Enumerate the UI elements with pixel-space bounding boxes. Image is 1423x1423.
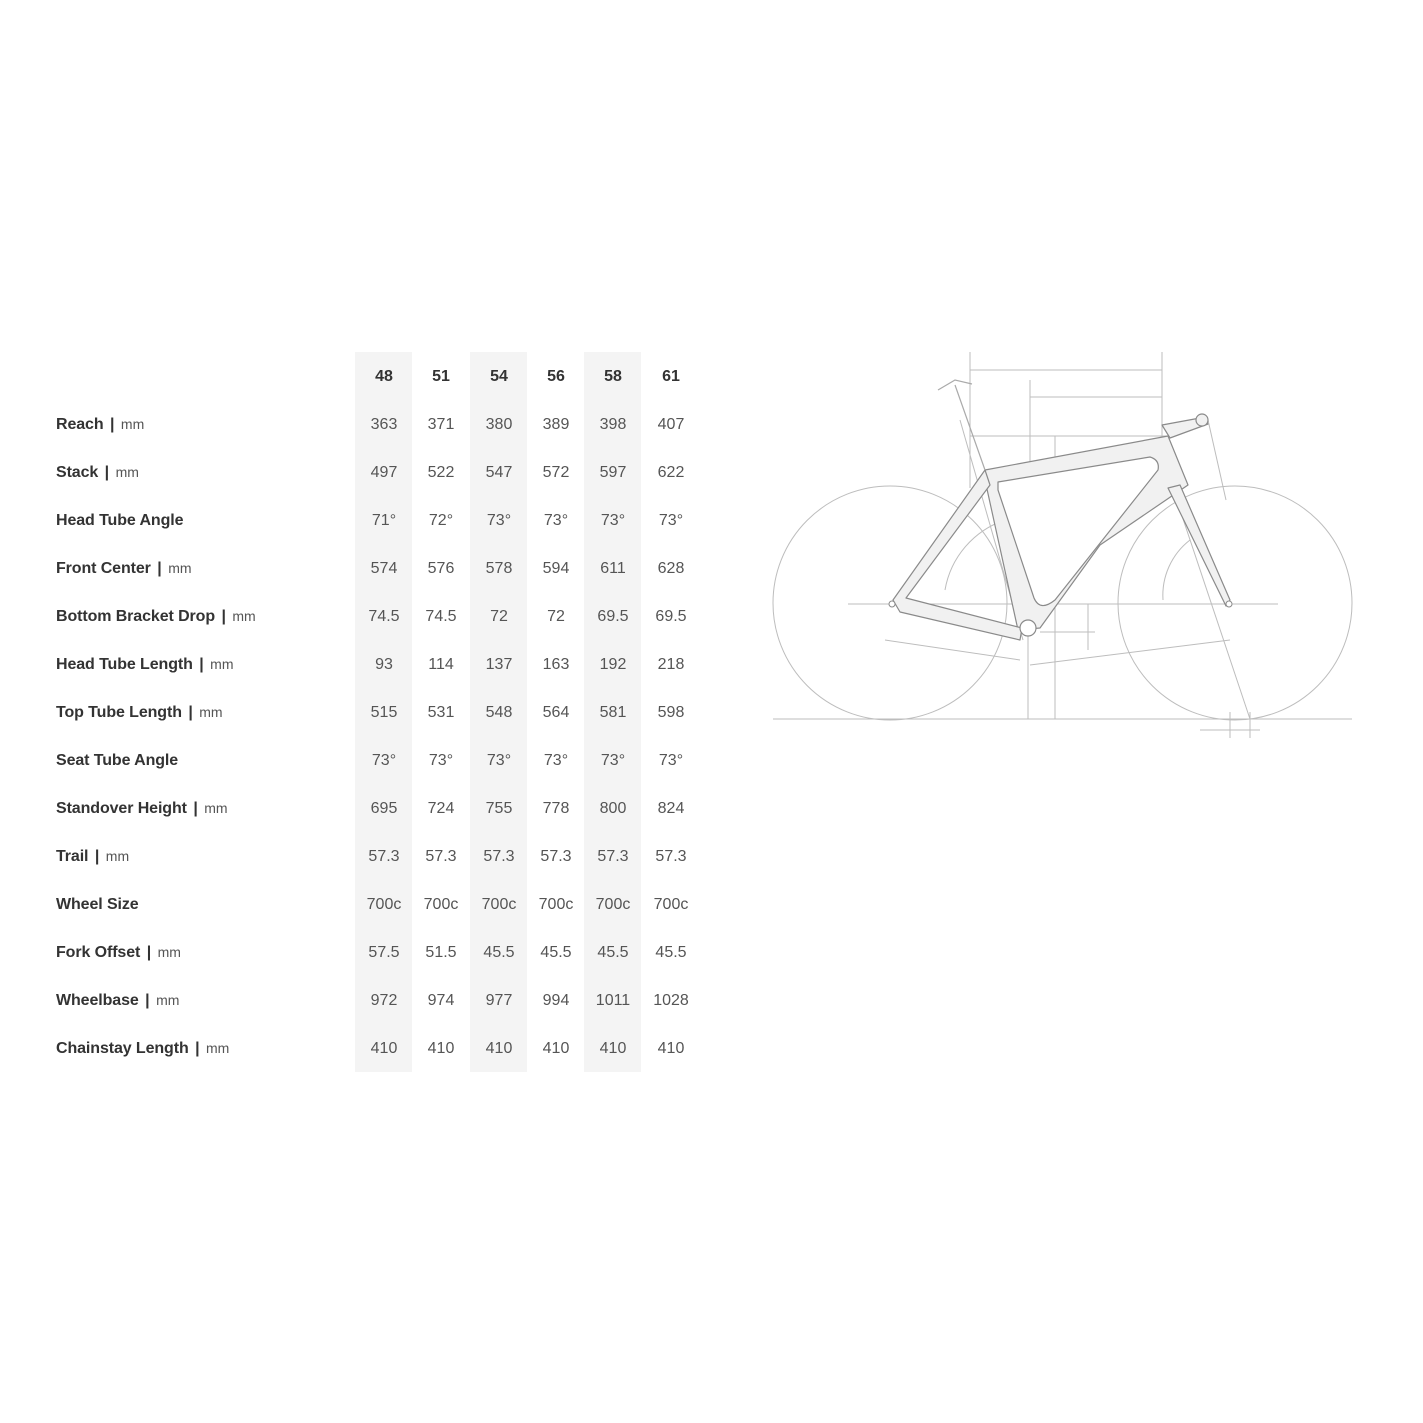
table-cell: 1028 <box>653 992 689 1009</box>
table-cell: 371 <box>427 416 455 433</box>
row-label-separator: | <box>190 1040 205 1057</box>
row-label-separator: | <box>194 656 209 673</box>
table-cell: 72 <box>490 608 508 625</box>
row-label-name: Chainstay Length <box>56 1040 189 1057</box>
row-label-unit: mm <box>199 704 223 720</box>
table-cell: 972 <box>370 992 398 1009</box>
table-cell: 45.5 <box>483 944 515 961</box>
table-cell: 163 <box>542 656 570 673</box>
head-angle-arc <box>1163 540 1190 600</box>
table-cell: 1011 <box>595 992 631 1009</box>
table-cell: 410 <box>370 1040 398 1057</box>
table-cell: 977 <box>485 992 513 1009</box>
table-cell: 611 <box>600 560 626 577</box>
table-cell: 74.5 <box>368 608 400 625</box>
rear-axle-icon <box>889 601 895 607</box>
row-label <box>56 416 144 434</box>
table-cell: 57.3 <box>425 848 457 865</box>
size-header: 61 <box>662 368 680 385</box>
size-header: 48 <box>375 368 393 385</box>
row-label-unit: mm <box>105 848 130 864</box>
row-label-name: Reach <box>56 416 104 433</box>
table-cell: 407 <box>657 416 685 433</box>
table-cell: 73° <box>543 752 569 769</box>
table-cell: 57.3 <box>483 848 515 865</box>
table-cell: 389 <box>542 416 570 433</box>
table-cell: 57.3 <box>540 848 572 865</box>
table-cell: 45.5 <box>540 944 572 961</box>
table-cell: 531 <box>427 704 455 721</box>
row-label <box>56 560 192 578</box>
row-label-unit: mm <box>232 608 256 624</box>
table-cell: 69.5 <box>655 608 687 625</box>
table-cell: 114 <box>428 656 454 673</box>
table-cell: 73° <box>600 512 626 529</box>
row-label <box>56 656 233 674</box>
table-cell: 71° <box>371 512 397 529</box>
table-cell: 72 <box>547 608 565 625</box>
size-header: 58 <box>604 368 622 385</box>
table-cell: 597 <box>599 464 627 481</box>
table-cell: 700c <box>595 896 631 913</box>
table-cell: 73° <box>486 512 512 529</box>
row-label-unit: mm <box>210 656 234 672</box>
table-cell: 410 <box>599 1040 627 1057</box>
table-cell: 380 <box>485 416 513 433</box>
front-wheel-icon <box>1118 486 1352 720</box>
row-label-name: Head Tube Length <box>56 656 193 673</box>
table-cell: 576 <box>427 560 455 577</box>
table-cell: 73° <box>428 752 454 769</box>
table-cell: 410 <box>657 1040 685 1057</box>
row-label-unit: mm <box>157 944 181 960</box>
row-label-name: Trail <box>56 848 89 865</box>
bicycle-geometry-diagram-icon <box>768 345 1358 765</box>
table-cell: 45.5 <box>597 944 629 961</box>
row-label-separator: | <box>188 800 203 817</box>
table-cell: 137 <box>485 656 513 673</box>
table-cell: 73° <box>658 752 684 769</box>
table-cell: 574 <box>370 560 398 577</box>
row-label-separator: | <box>105 416 119 433</box>
row-label <box>56 896 139 914</box>
table-cell: 548 <box>485 704 513 721</box>
table-cell: 547 <box>485 464 513 481</box>
row-label-name: Front Center <box>56 560 151 577</box>
table-cell: 57.5 <box>368 944 400 961</box>
table-cell: 695 <box>370 800 398 817</box>
table-cell: 73° <box>371 752 397 769</box>
table-cell: 700c <box>366 896 402 913</box>
table-cell: 724 <box>427 800 455 817</box>
table-cell: 73° <box>658 512 684 529</box>
table-cell: 515 <box>370 704 398 721</box>
row-label-unit: mm <box>168 560 192 576</box>
table-cell: 824 <box>657 800 685 817</box>
table-cell: 73° <box>486 752 512 769</box>
row-label-unit: mm <box>115 464 139 480</box>
row-label-name: Standover Height <box>56 800 187 817</box>
table-cell: 622 <box>657 464 685 481</box>
row-label-name: Fork Offset <box>56 944 141 961</box>
row-label-separator: | <box>217 608 231 625</box>
table-cell: 700c <box>481 896 517 913</box>
head-tube-dimension <box>1208 420 1226 500</box>
table-cell: 45.5 <box>655 944 687 961</box>
size-header: 51 <box>432 368 450 385</box>
table-cell: 410 <box>427 1040 455 1057</box>
table-cell: 497 <box>370 464 398 481</box>
row-label-separator: | <box>183 704 198 721</box>
table-cell: 800 <box>599 800 627 817</box>
size-header: 56 <box>547 368 565 385</box>
table-cell: 73° <box>543 512 569 529</box>
row-label-name: Stack <box>56 464 99 481</box>
table-cell: 578 <box>485 560 513 577</box>
table-cell: 51.5 <box>425 944 457 961</box>
row-label-name: Top Tube Length <box>56 704 182 721</box>
table-cell: 57.3 <box>597 848 629 865</box>
row-label-name: Bottom Bracket Drop <box>56 608 216 625</box>
row-label-unit: mm <box>120 416 145 432</box>
table-cell: 69.5 <box>597 608 629 625</box>
table-cell: 755 <box>485 800 513 817</box>
row-label-unit: mm <box>206 1040 230 1056</box>
row-label-unit: mm <box>156 992 180 1008</box>
table-cell: 410 <box>542 1040 570 1057</box>
table-cell: 363 <box>370 416 398 433</box>
table-cell: 72° <box>428 512 454 529</box>
table-cell: 581 <box>599 704 627 721</box>
row-label <box>56 944 181 962</box>
row-label <box>56 1040 229 1058</box>
table-cell: 564 <box>542 704 570 721</box>
row-label-separator: | <box>152 560 167 577</box>
table-cell: 994 <box>542 992 570 1009</box>
size-header: 54 <box>490 368 508 385</box>
front-axle-icon <box>1226 601 1232 607</box>
table-cell: 57.3 <box>655 848 687 865</box>
row-label <box>56 512 183 530</box>
table-cell: 572 <box>542 464 570 481</box>
table-cell: 700c <box>423 896 459 913</box>
table-cell: 218 <box>657 656 685 673</box>
row-label <box>56 992 179 1010</box>
row-label <box>56 848 129 866</box>
bottom-bracket-icon <box>1020 620 1036 636</box>
table-cell: 93 <box>375 656 393 673</box>
table-cell: 57.3 <box>368 848 400 865</box>
row-label-name: Wheel Size <box>56 896 139 913</box>
table-cell: 73° <box>600 752 626 769</box>
row-label-unit: mm <box>204 800 228 816</box>
row-label <box>56 704 223 722</box>
table-cell: 410 <box>485 1040 513 1057</box>
row-label-separator: | <box>90 848 104 865</box>
row-label-separator: | <box>142 944 156 961</box>
handlebar-icon <box>1196 414 1208 426</box>
table-cell: 974 <box>427 992 455 1009</box>
table-cell: 398 <box>599 416 627 433</box>
row-label-name: Seat Tube Angle <box>56 752 179 769</box>
row-label-separator: | <box>140 992 155 1009</box>
row-label <box>56 800 228 818</box>
row-label-name: Wheelbase <box>56 992 139 1009</box>
table-cell: 192 <box>599 656 627 673</box>
row-label-separator: | <box>100 464 114 481</box>
table-cell: 594 <box>542 560 570 577</box>
table-cell: 628 <box>657 560 685 577</box>
row-label <box>56 464 139 482</box>
table-cell: 700c <box>538 896 574 913</box>
row-label <box>56 752 178 770</box>
front-center-dimension <box>1030 640 1230 665</box>
row-label <box>56 608 256 626</box>
table-cell: 598 <box>657 704 685 721</box>
table-cell: 522 <box>427 464 455 481</box>
fork-icon <box>1168 485 1230 606</box>
table-cell: 700c <box>653 896 689 913</box>
table-cell: 778 <box>542 800 570 817</box>
row-label-name: Head Tube Angle <box>56 512 184 529</box>
table-cell: 74.5 <box>425 608 457 625</box>
